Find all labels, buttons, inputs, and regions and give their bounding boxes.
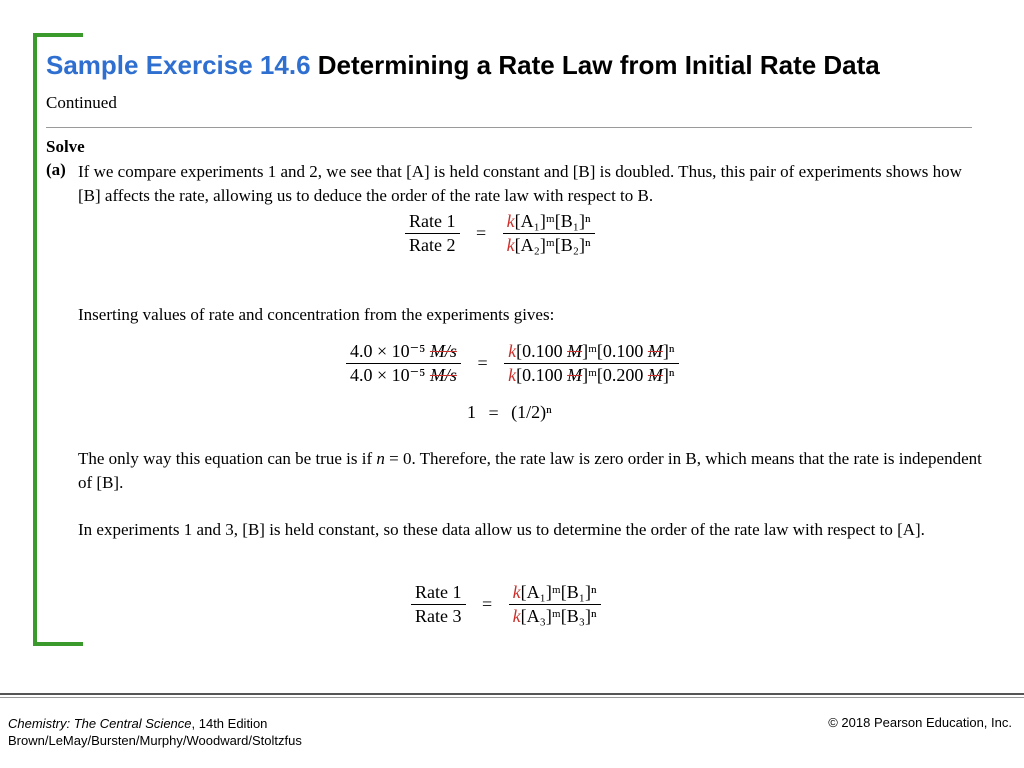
footer-authors: Brown/LeMay/Bursten/Murphy/Woodward/Stoltzfus <box>8 733 302 748</box>
paragraph-3 <box>78 447 988 495</box>
part-a-label: (a) <box>46 160 66 179</box>
green-bracket-decoration <box>33 33 83 646</box>
eq1-lhs-bot: Rate 2 <box>409 235 456 255</box>
eq2-lhs-bot: 4.0 × 10⁻⁵ <box>350 365 430 385</box>
title-number: 14.6 <box>259 50 311 80</box>
eq2-line2-lhs: 1 <box>467 402 476 422</box>
eq2-rhs-bot-c: ]ⁿ <box>662 365 675 385</box>
eq2-rhs-bot-a: [0.100 <box>516 365 568 385</box>
eq2-m-4: M <box>647 365 663 385</box>
eq3-lhs-bot: Rate 3 <box>415 606 462 626</box>
eq2-k-bot: k <box>508 365 517 385</box>
para3-part-b: = 0. Therefore, the rate law is zero order in B, which means that the rate is independent of [B]. <box>78 449 982 492</box>
eq1-rhs-top: [A₁]ᵐ[B₁]ⁿ <box>514 211 591 231</box>
eq3-k-bot: k <box>512 606 521 626</box>
eq2-m-1: M <box>567 341 583 361</box>
eq2-k-top: k <box>508 341 517 361</box>
eq2-lhs <box>346 340 461 387</box>
paragraph-2: Inserting values of rate and concentration from the experiments gives: <box>78 305 555 324</box>
footer-copyright: © 2018 Pearson Education, Inc. <box>828 715 1012 730</box>
eq3-rhs <box>509 581 601 628</box>
footer-divider-thin <box>0 697 1024 698</box>
slide-title <box>46 50 880 81</box>
paragraph-1: If we compare experiments 1 and 2, we see that [A] is held constant and [B] is doubled. Thus, this pair of experiments shows how [B] affects the rate, allowing us to deduce the order of the rate law with respect to B. <box>78 162 962 205</box>
title-prefix: Sample Exercise <box>46 50 260 80</box>
eq2-line2-equals: = <box>488 403 499 424</box>
continued-label: Continued <box>46 93 117 112</box>
solve-label: Solve <box>46 137 85 156</box>
eq1-lhs-top: Rate 1 <box>405 210 460 234</box>
eq1-lhs <box>405 210 460 257</box>
eq3-lhs-top: Rate 1 <box>411 581 466 605</box>
eq3-rhs-top: [A₁]ᵐ[B₁]ⁿ <box>520 582 597 602</box>
footer-book-title: Chemistry: The Central Science <box>8 716 192 731</box>
eq1-k-bot: k <box>506 235 515 255</box>
eq3-rhs-bot: [A₃]ᵐ[B₃]ⁿ <box>520 606 597 626</box>
eq3-lhs <box>411 581 466 628</box>
eq2-rhs-top-a: [0.100 <box>516 341 568 361</box>
eq2-line2-rhs: (1/2)ⁿ <box>511 402 552 422</box>
eq1-k-top: k <box>506 211 515 231</box>
eq1-equals: = <box>476 223 487 243</box>
eq2-m-2: M <box>647 341 663 361</box>
equation-rate-ratio-1-2 <box>405 210 595 257</box>
footer-divider <box>0 693 1024 695</box>
footer-edition: , 14th Edition <box>191 716 268 731</box>
title-rest: Determining a Rate Law from Initial Rate Data <box>310 50 880 80</box>
divider <box>46 127 972 128</box>
eq2-equals: = <box>477 353 488 373</box>
para3-n: n <box>376 449 385 468</box>
eq2-rhs <box>504 340 678 387</box>
eq3-k-top: k <box>512 582 521 602</box>
para3-part-a: The only way this equation can be true is if <box>78 449 377 468</box>
eq2-m-3: M <box>567 365 583 385</box>
eq3-equals: = <box>482 594 493 614</box>
eq2-rhs-top-b: ]ᵐ[0.100 <box>582 341 648 361</box>
equation-substituted-values <box>346 340 679 387</box>
footer-citation <box>8 715 302 749</box>
equation-rate-ratio-1-3 <box>411 581 601 628</box>
paragraph-4: In experiments 1 and 3, [B] is held constant, so these data allow us to determine the order of the rate law with respect to [A]. <box>78 520 925 539</box>
eq2-lhs-unit-top: M/s <box>429 341 457 361</box>
eq2-lhs-top: 4.0 × 10⁻⁵ <box>350 341 430 361</box>
eq2-lhs-unit-bot: M/s <box>429 365 457 385</box>
eq2-rhs-bot-b: ]ᵐ[0.200 <box>582 365 648 385</box>
eq1-rhs <box>503 210 595 257</box>
eq2-rhs-top-c: ]ⁿ <box>662 341 675 361</box>
equation-simplified <box>467 402 552 424</box>
eq1-rhs-bot: [A₂]ᵐ[B₂]ⁿ <box>514 235 591 255</box>
